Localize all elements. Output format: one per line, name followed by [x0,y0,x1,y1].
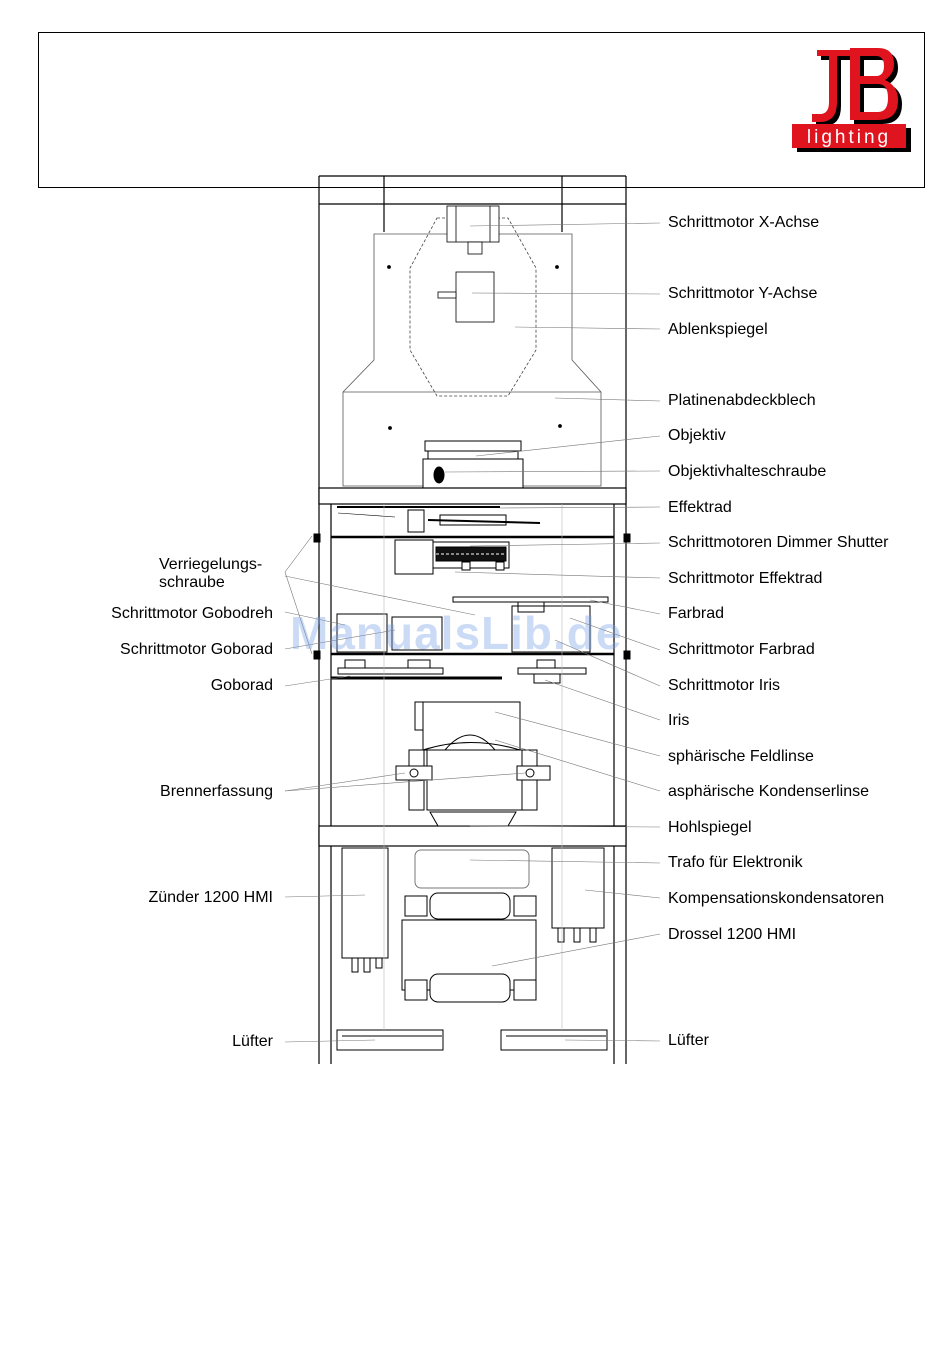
label-effektrad: Effektrad [668,499,732,516]
watermark: ManualsLib.de [290,607,623,659]
label-schrittmotor-effektrad: Schrittmotor Effektrad [668,570,823,587]
label-farbrad: Farbrad [668,605,725,622]
label-objektiv: Objektiv [668,427,726,444]
label-objektivhalteschraube: Objektivhalteschraube [668,463,827,480]
label-schrittmotor-iris: Schrittmotor Iris [668,677,781,694]
label-schrittmotor-gobodreh: Schrittmotor Gobodreh [111,605,273,622]
label-trafo-fuer-elektronik: Trafo für Elektronik [668,854,803,871]
label-luefter-left: Lüfter [232,1033,273,1050]
label-verriegelungsschraube-line1: Verriegelungs- [159,556,263,573]
label-schrittmotor-farbrad: Schrittmotor Farbrad [668,641,815,658]
electronics-section [337,848,607,1050]
label-schrittmotor-y-achse: Schrittmotor Y-Achse [668,285,818,302]
label-iris: Iris [668,712,690,729]
label-zuender-1200-hmi: Zünder 1200 HMI [148,889,273,906]
label-schrittmotoren-dimmer-shutter: Schrittmotoren Dimmer Shutter [668,534,889,551]
label-schrittmotor-goborad: Schrittmotor Goborad [120,641,273,658]
label-schrittmotor-x-achse: Schrittmotor X-Achse [668,214,820,231]
label-kompensationskondensatoren: Kompensationskondensatoren [668,890,885,907]
label-goborad: Goborad [210,677,273,694]
label-asphaerische-kondenserlinse: asphärische Kondenserlinse [668,783,870,800]
label-ablenkspiegel: Ablenkspiegel [668,321,768,338]
label-brennerfassung: Brennerfassung [160,783,273,800]
label-drossel-1200-hmi: Drossel 1200 HMI [668,926,797,943]
label-luefter-right: Lüfter [668,1032,709,1049]
label-platinenabdeckblech: Platinenabdeckblech [668,392,816,409]
label-sphaerische-feldlinse: sphärische Feldlinse [668,748,814,765]
objective [423,441,523,488]
label-verriegelungsschraube-line2: schraube [159,574,225,591]
label-hohlspiegel: Hohlspiegel [668,819,752,836]
logo-text: lighting [806,127,892,148]
